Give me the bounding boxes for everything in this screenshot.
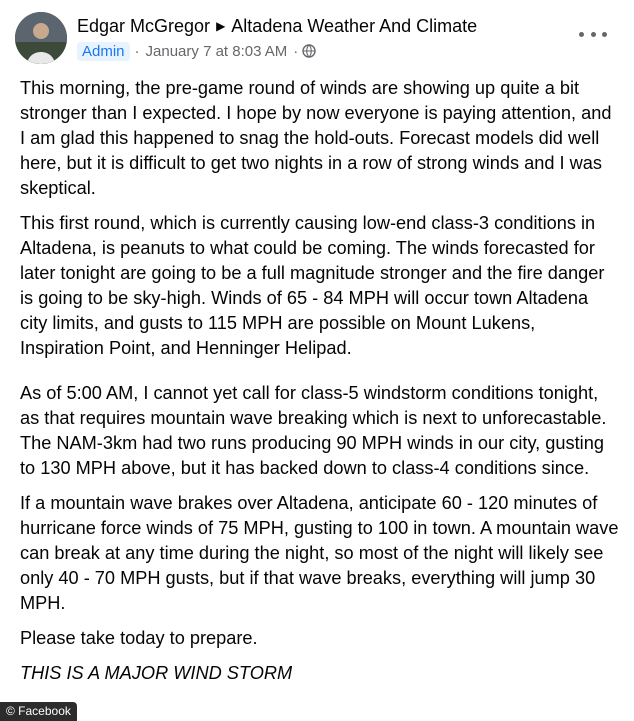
post-paragraph: As of 5:00 AM, I cannot yet call for class-5 windstorm conditions tonight, as that requires mountain wave breaking which is next to unforecastable. The NAM-3km had two runs producing 90 MPH winds in our city, gusting to 130 MPH above, but it has backed down to class-4 conditions since.	[20, 383, 607, 478]
post-paragraph: This morning, the pre-game round of winds are showing up quite a bit stronger than I expected. I hope by now everyone is paying attention, and I am glad this happened to snag the hold-outs. Forecast models did well here, but it is difficult to get two nights in a row of strong winds and I was skeptical.	[20, 78, 612, 198]
post-paragraph: This first round, which is currently causing low-end class-3 conditions in Altadena, is peanuts to what could be coming. The winds forecasted for later tonight are going to be a full magnitude stronger and the fire danger is going to be sky-high. Winds of 65 - 84 MPH will occur town Altadena city limits, and gusts to 115 MPH are possible on Mount Lukens, Inspiration Point, and Henninger Helipad.	[20, 213, 605, 358]
globe-icon	[302, 44, 316, 58]
author-name[interactable]: Edgar McGregor	[77, 16, 211, 36]
post-body	[20, 76, 620, 696]
post-meta	[77, 40, 316, 62]
meta-separator: ·	[134, 42, 140, 60]
post-paragraph-emphasis: THIS IS A MAJOR WIND STORM	[20, 663, 293, 683]
post-paragraph: If a mountain wave brakes over Altadena, anticipate 60 - 120 minutes of hurricane force winds of 75 MPH, gusting to 100 in town. A mountain wave can break at any time during the night, so most of the night will likely see only 40 - 70 MPH gusts, but if that wave breaks, everything will jump 30 MPH.	[20, 493, 619, 613]
admin-badge: Admin	[77, 42, 130, 61]
right-triangle-icon: ▶	[216, 19, 226, 33]
post-header	[15, 12, 619, 68]
facebook-watermark: © Facebook	[0, 702, 77, 721]
author-avatar[interactable]	[15, 12, 67, 64]
meta-separator-2: ·	[293, 42, 299, 60]
group-name[interactable]: Altadena Weather And Climate	[231, 16, 478, 36]
author-line	[77, 16, 477, 37]
post-paragraph: Please take today to prepare.	[20, 628, 258, 648]
more-options-icon[interactable]	[579, 26, 607, 42]
post-timestamp[interactable]: January 7 at 8:03 AM	[145, 42, 288, 60]
